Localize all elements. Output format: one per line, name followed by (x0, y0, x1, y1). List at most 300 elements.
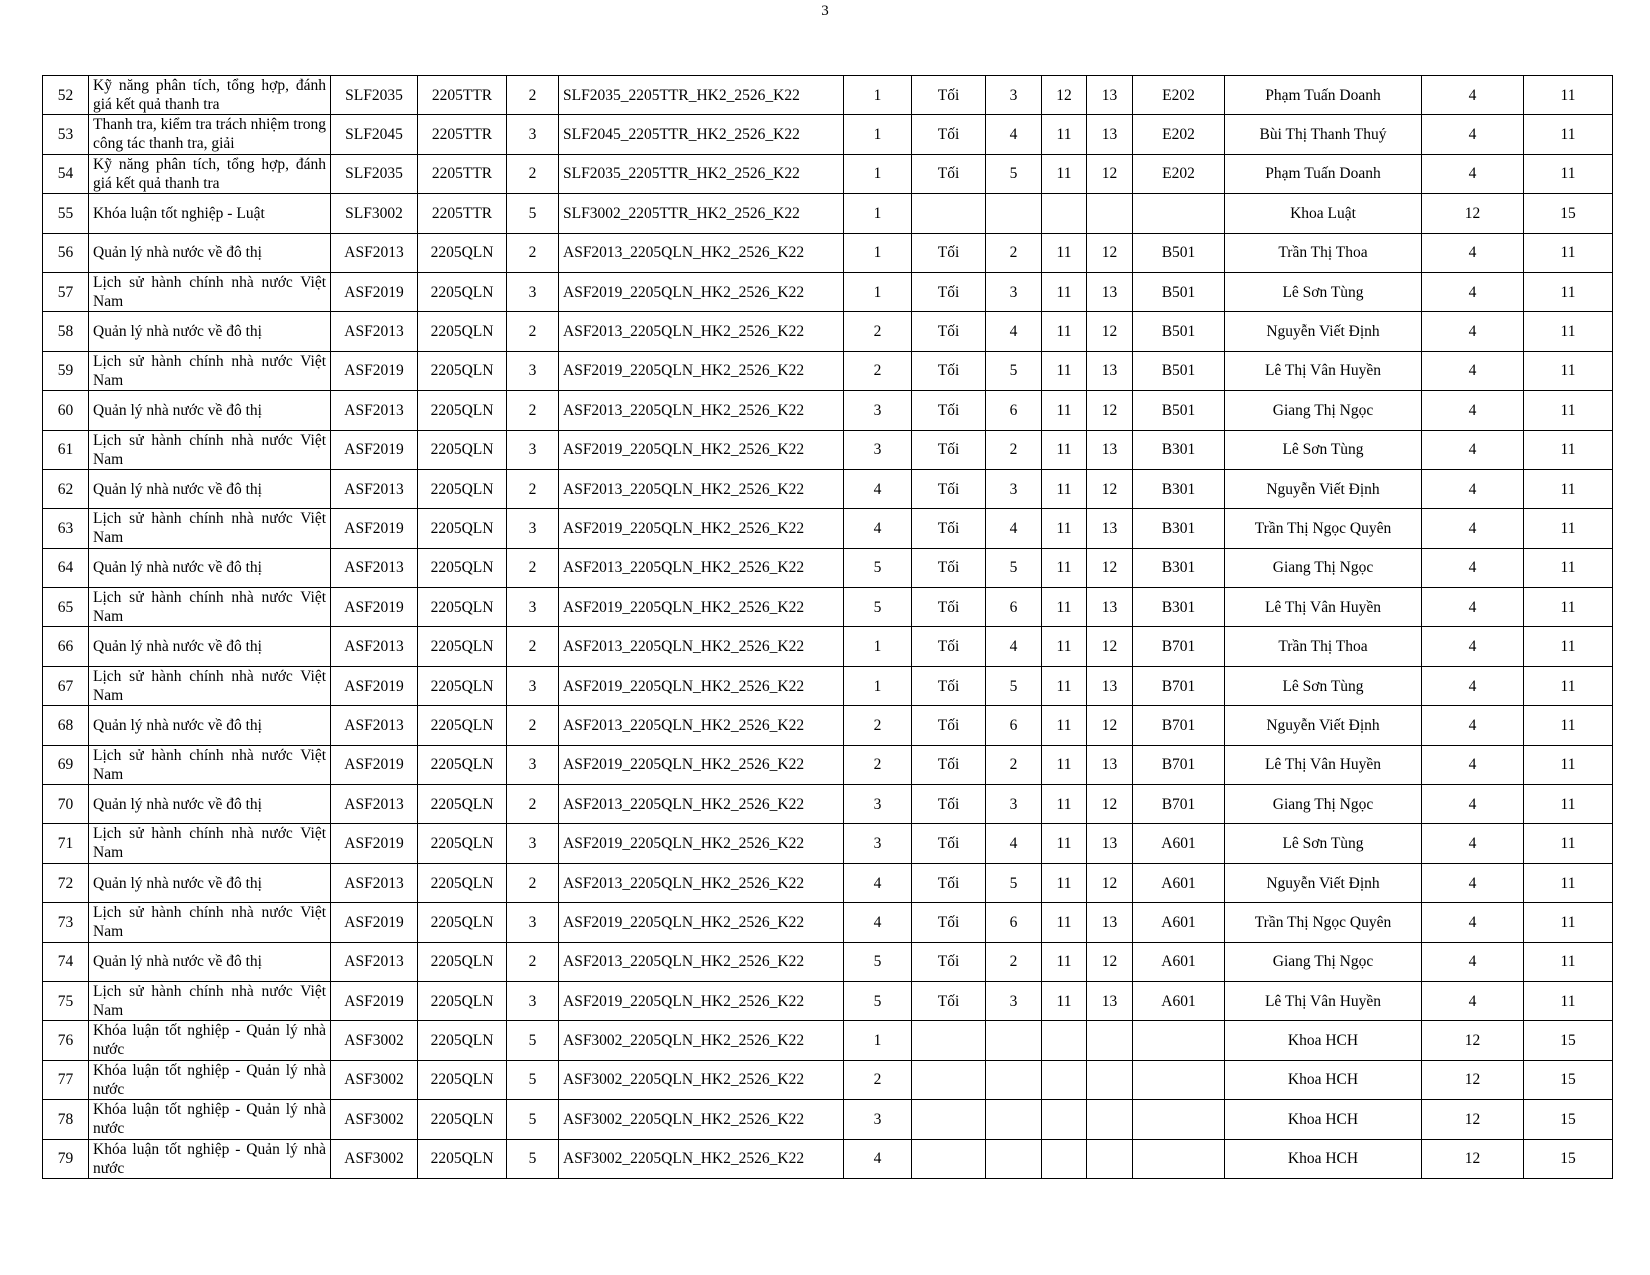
class-code-cell: 2205QLN (418, 469, 507, 508)
period-end-cell (1087, 1139, 1133, 1178)
row-number-cell: 71 (43, 824, 89, 863)
group-cell: 4 (844, 509, 912, 548)
table-row (43, 548, 1613, 587)
weekday-cell: 5 (986, 863, 1042, 902)
row-number-cell: 63 (43, 509, 89, 548)
weekday-cell: 6 (986, 706, 1042, 745)
lecturer-cell: Trần Thị Ngọc Quyên (1225, 509, 1422, 548)
room-cell: A601 (1133, 942, 1225, 981)
row-number-cell: 53 (43, 115, 89, 154)
class-code-cell: 2205QLN (418, 627, 507, 666)
row-number-cell: 76 (43, 1021, 89, 1060)
course-name-cell: Quản lý nhà nước về đô thị (89, 233, 331, 272)
course-class-code-cell: ASF2013_2205QLN_HK2_2526_K22 (559, 233, 844, 272)
course-class-code-cell: ASF3002_2205QLN_HK2_2526_K22 (559, 1100, 844, 1139)
session-cell (912, 1139, 986, 1178)
table-row (43, 1100, 1613, 1139)
lecturer-cell: Trần Thị Thoa (1225, 627, 1422, 666)
course-class-code-cell: ASF2013_2205QLN_HK2_2526_K22 (559, 785, 844, 824)
class-code-cell: 2205QLN (418, 312, 507, 351)
credits-cell: 2 (507, 391, 559, 430)
course-class-code-cell: ASF2019_2205QLN_HK2_2526_K22 (559, 509, 844, 548)
period-end-cell: 13 (1087, 272, 1133, 311)
weekday-cell: 4 (986, 627, 1042, 666)
weekday-cell: 2 (986, 942, 1042, 981)
class-code-cell: 2205QLN (418, 1060, 507, 1099)
course-code-cell: ASF3002 (331, 1100, 418, 1139)
session-cell: Tối (912, 115, 986, 154)
class-code-cell: 2205QLN (418, 351, 507, 390)
course-code-cell: ASF2019 (331, 903, 418, 942)
weekday-cell: 5 (986, 351, 1042, 390)
max-students-cell: 11 (1524, 666, 1613, 705)
lecturer-cell: Lê Sơn Tùng (1225, 666, 1422, 705)
room-cell: B701 (1133, 785, 1225, 824)
group-cell: 3 (844, 1100, 912, 1139)
period-start-cell: 11 (1042, 312, 1087, 351)
period-start-cell (1042, 1021, 1087, 1060)
session-cell (912, 1060, 986, 1099)
course-name-cell: Lịch sử hành chính nhà nước Việt Nam (89, 903, 331, 942)
room-cell: A601 (1133, 863, 1225, 902)
max-students-cell: 15 (1524, 1060, 1613, 1099)
max-students-cell: 11 (1524, 469, 1613, 508)
room-cell: B301 (1133, 430, 1225, 469)
weekday-cell: 4 (986, 115, 1042, 154)
session-cell: Tối (912, 391, 986, 430)
credits-cell: 3 (507, 509, 559, 548)
room-cell: B301 (1133, 469, 1225, 508)
group-cell: 1 (844, 154, 912, 193)
course-name-cell: Kỹ năng phân tích, tổng hợp, đánh giá kết quả thanh tra (89, 154, 331, 193)
class-code-cell: 2205QLN (418, 1100, 507, 1139)
row-number-cell: 52 (43, 76, 89, 115)
weekday-cell: 6 (986, 391, 1042, 430)
min-students-cell: 4 (1422, 509, 1524, 548)
table-row (43, 194, 1613, 233)
class-code-cell: 2205QLN (418, 903, 507, 942)
class-code-cell: 2205QLN (418, 391, 507, 430)
table-row (43, 666, 1613, 705)
min-students-cell: 4 (1422, 745, 1524, 784)
row-number-cell: 79 (43, 1139, 89, 1178)
period-end-cell: 13 (1087, 115, 1133, 154)
table-row (43, 785, 1613, 824)
room-cell: B501 (1133, 233, 1225, 272)
class-code-cell: 2205QLN (418, 706, 507, 745)
group-cell: 3 (844, 785, 912, 824)
course-name-cell: Quản lý nhà nước về đô thị (89, 863, 331, 902)
min-students-cell: 4 (1422, 469, 1524, 508)
course-name-cell: Lịch sử hành chính nhà nước Việt Nam (89, 272, 331, 311)
table-row (43, 981, 1613, 1020)
course-class-code-cell: ASF2019_2205QLN_HK2_2526_K22 (559, 588, 844, 627)
row-number-cell: 61 (43, 430, 89, 469)
course-name-cell: Quản lý nhà nước về đô thị (89, 312, 331, 351)
course-code-cell: ASF2013 (331, 312, 418, 351)
period-end-cell: 12 (1087, 706, 1133, 745)
row-number-cell: 54 (43, 154, 89, 193)
row-number-cell: 59 (43, 351, 89, 390)
period-start-cell: 11 (1042, 627, 1087, 666)
max-students-cell: 11 (1524, 430, 1613, 469)
max-students-cell: 15 (1524, 1021, 1613, 1060)
max-students-cell: 11 (1524, 391, 1613, 430)
session-cell: Tối (912, 548, 986, 587)
row-number-cell: 78 (43, 1100, 89, 1139)
lecturer-cell: Lê Sơn Tùng (1225, 430, 1422, 469)
row-number-cell: 67 (43, 666, 89, 705)
room-cell: E202 (1133, 76, 1225, 115)
max-students-cell: 11 (1524, 942, 1613, 981)
group-cell: 3 (844, 824, 912, 863)
course-name-cell: Lịch sử hành chính nhà nước Việt Nam (89, 824, 331, 863)
period-end-cell: 13 (1087, 588, 1133, 627)
group-cell: 5 (844, 548, 912, 587)
class-code-cell: 2205QLN (418, 272, 507, 311)
period-end-cell (1087, 194, 1133, 233)
course-name-cell: Lịch sử hành chính nhà nước Việt Nam (89, 351, 331, 390)
course-code-cell: SLF2045 (331, 115, 418, 154)
period-end-cell: 12 (1087, 312, 1133, 351)
period-start-cell: 11 (1042, 745, 1087, 784)
course-code-cell: ASF2013 (331, 469, 418, 508)
room-cell (1133, 1139, 1225, 1178)
class-code-cell: 2205QLN (418, 666, 507, 705)
credits-cell: 5 (507, 1139, 559, 1178)
course-code-cell: ASF2019 (331, 509, 418, 548)
table-row (43, 824, 1613, 863)
weekday-cell (986, 1100, 1042, 1139)
class-code-cell: 2205QLN (418, 824, 507, 863)
max-students-cell: 11 (1524, 509, 1613, 548)
page-number: 3 (821, 3, 829, 19)
room-cell: A601 (1133, 981, 1225, 1020)
table-row (43, 469, 1613, 508)
period-end-cell: 12 (1087, 233, 1133, 272)
credits-cell: 2 (507, 942, 559, 981)
row-number-cell: 58 (43, 312, 89, 351)
group-cell: 3 (844, 430, 912, 469)
lecturer-cell: Bùi Thị Thanh Thuý (1225, 115, 1422, 154)
min-students-cell: 4 (1422, 863, 1524, 902)
course-class-code-cell: ASF2019_2205QLN_HK2_2526_K22 (559, 903, 844, 942)
max-students-cell: 15 (1524, 194, 1613, 233)
course-name-cell: Lịch sử hành chính nhà nước Việt Nam (89, 981, 331, 1020)
lecturer-cell: Lê Thị Vân Huyền (1225, 981, 1422, 1020)
credits-cell: 5 (507, 1021, 559, 1060)
class-code-cell: 2205TTR (418, 115, 507, 154)
session-cell (912, 1021, 986, 1060)
course-name-cell: Lịch sử hành chính nhà nước Việt Nam (89, 509, 331, 548)
room-cell: B501 (1133, 351, 1225, 390)
table-row (43, 154, 1613, 193)
course-name-cell: Quản lý nhà nước về đô thị (89, 469, 331, 508)
min-students-cell: 12 (1422, 194, 1524, 233)
session-cell: Tối (912, 272, 986, 311)
min-students-cell: 4 (1422, 824, 1524, 863)
period-start-cell: 11 (1042, 666, 1087, 705)
credits-cell: 2 (507, 76, 559, 115)
weekday-cell: 5 (986, 666, 1042, 705)
credits-cell: 2 (507, 154, 559, 193)
row-number-cell: 66 (43, 627, 89, 666)
period-end-cell (1087, 1100, 1133, 1139)
course-code-cell: ASF2019 (331, 430, 418, 469)
min-students-cell: 4 (1422, 706, 1524, 745)
lecturer-cell: Lê Thị Vân Huyền (1225, 588, 1422, 627)
class-code-cell: 2205QLN (418, 785, 507, 824)
period-end-cell: 12 (1087, 154, 1133, 193)
period-end-cell: 13 (1087, 745, 1133, 784)
weekday-cell: 3 (986, 76, 1042, 115)
session-cell: Tối (912, 666, 986, 705)
room-cell: B301 (1133, 509, 1225, 548)
course-class-code-cell: ASF2019_2205QLN_HK2_2526_K22 (559, 666, 844, 705)
session-cell: Tối (912, 981, 986, 1020)
course-class-code-cell: ASF2013_2205QLN_HK2_2526_K22 (559, 863, 844, 902)
weekday-cell: 3 (986, 785, 1042, 824)
table-row (43, 351, 1613, 390)
course-class-code-cell: ASF3002_2205QLN_HK2_2526_K22 (559, 1021, 844, 1060)
group-cell: 5 (844, 588, 912, 627)
room-cell (1133, 194, 1225, 233)
weekday-cell (986, 1139, 1042, 1178)
max-students-cell: 15 (1524, 1139, 1613, 1178)
period-end-cell: 12 (1087, 942, 1133, 981)
session-cell: Tối (912, 863, 986, 902)
session-cell: Tối (912, 588, 986, 627)
weekday-cell: 5 (986, 154, 1042, 193)
session-cell: Tối (912, 351, 986, 390)
max-students-cell: 15 (1524, 1100, 1613, 1139)
table-row (43, 627, 1613, 666)
period-start-cell: 11 (1042, 981, 1087, 1020)
course-name-cell: Lịch sử hành chính nhà nước Việt Nam (89, 666, 331, 705)
row-number-cell: 64 (43, 548, 89, 587)
lecturer-cell: Khoa HCH (1225, 1100, 1422, 1139)
max-students-cell: 11 (1524, 76, 1613, 115)
min-students-cell: 4 (1422, 351, 1524, 390)
session-cell: Tối (912, 312, 986, 351)
course-name-cell: Quản lý nhà nước về đô thị (89, 706, 331, 745)
room-cell: E202 (1133, 115, 1225, 154)
course-code-cell: SLF3002 (331, 194, 418, 233)
period-start-cell (1042, 1060, 1087, 1099)
group-cell: 2 (844, 706, 912, 745)
group-cell: 4 (844, 1139, 912, 1178)
credits-cell: 3 (507, 824, 559, 863)
min-students-cell: 4 (1422, 903, 1524, 942)
credits-cell: 2 (507, 785, 559, 824)
session-cell: Tối (912, 469, 986, 508)
room-cell: B301 (1133, 588, 1225, 627)
course-class-code-cell: SLF2035_2205TTR_HK2_2526_K22 (559, 154, 844, 193)
class-code-cell: 2205TTR (418, 194, 507, 233)
course-code-cell: ASF2013 (331, 863, 418, 902)
min-students-cell: 4 (1422, 548, 1524, 587)
period-end-cell: 13 (1087, 981, 1133, 1020)
min-students-cell: 4 (1422, 588, 1524, 627)
min-students-cell: 12 (1422, 1060, 1524, 1099)
min-students-cell: 4 (1422, 115, 1524, 154)
class-code-cell: 2205QLN (418, 233, 507, 272)
weekday-cell: 3 (986, 469, 1042, 508)
period-start-cell: 11 (1042, 942, 1087, 981)
max-students-cell: 11 (1524, 706, 1613, 745)
min-students-cell: 4 (1422, 785, 1524, 824)
table-row (43, 391, 1613, 430)
group-cell: 1 (844, 76, 912, 115)
session-cell: Tối (912, 430, 986, 469)
session-cell: Tối (912, 745, 986, 784)
group-cell: 5 (844, 942, 912, 981)
row-number-cell: 56 (43, 233, 89, 272)
weekday-cell: 6 (986, 903, 1042, 942)
max-students-cell: 11 (1524, 548, 1613, 587)
weekday-cell (986, 194, 1042, 233)
period-start-cell: 11 (1042, 785, 1087, 824)
min-students-cell: 4 (1422, 76, 1524, 115)
lecturer-cell: Phạm Tuấn Doanh (1225, 154, 1422, 193)
credits-cell: 2 (507, 863, 559, 902)
credits-cell: 5 (507, 1100, 559, 1139)
period-end-cell: 13 (1087, 903, 1133, 942)
period-start-cell: 11 (1042, 706, 1087, 745)
min-students-cell: 4 (1422, 430, 1524, 469)
group-cell: 1 (844, 627, 912, 666)
credits-cell: 3 (507, 588, 559, 627)
class-code-cell: 2205QLN (418, 745, 507, 784)
row-number-cell: 55 (43, 194, 89, 233)
period-start-cell (1042, 1139, 1087, 1178)
course-name-cell: Lịch sử hành chính nhà nước Việt Nam (89, 745, 331, 784)
course-name-cell: Khóa luận tốt nghiệp - Luật (89, 194, 331, 233)
table-row (43, 272, 1613, 311)
max-students-cell: 11 (1524, 627, 1613, 666)
lecturer-cell: Giang Thị Ngọc (1225, 548, 1422, 587)
table-row (43, 76, 1613, 115)
lecturer-cell: Lê Thị Vân Huyền (1225, 351, 1422, 390)
min-students-cell: 4 (1422, 981, 1524, 1020)
class-code-cell: 2205QLN (418, 588, 507, 627)
row-number-cell: 75 (43, 981, 89, 1020)
class-code-cell: 2205QLN (418, 1021, 507, 1060)
credits-cell: 2 (507, 548, 559, 587)
course-name-cell: Quản lý nhà nước về đô thị (89, 627, 331, 666)
max-students-cell: 11 (1524, 351, 1613, 390)
row-number-cell: 57 (43, 272, 89, 311)
period-start-cell: 11 (1042, 509, 1087, 548)
max-students-cell: 11 (1524, 233, 1613, 272)
credits-cell: 3 (507, 351, 559, 390)
max-students-cell: 11 (1524, 312, 1613, 351)
course-class-code-cell: ASF2013_2205QLN_HK2_2526_K22 (559, 391, 844, 430)
group-cell: 1 (844, 272, 912, 311)
room-cell: A601 (1133, 824, 1225, 863)
min-students-cell: 4 (1422, 312, 1524, 351)
course-class-code-cell: ASF3002_2205QLN_HK2_2526_K22 (559, 1060, 844, 1099)
session-cell: Tối (912, 706, 986, 745)
group-cell: 1 (844, 233, 912, 272)
course-name-cell: Lịch sử hành chính nhà nước Việt Nam (89, 588, 331, 627)
min-students-cell: 4 (1422, 627, 1524, 666)
course-code-cell: ASF3002 (331, 1021, 418, 1060)
course-class-code-cell: ASF2019_2205QLN_HK2_2526_K22 (559, 745, 844, 784)
row-number-cell: 72 (43, 863, 89, 902)
credits-cell: 5 (507, 1060, 559, 1099)
row-number-cell: 77 (43, 1060, 89, 1099)
course-name-cell: Quản lý nhà nước về đô thị (89, 548, 331, 587)
course-code-cell: ASF2019 (331, 272, 418, 311)
row-number-cell: 60 (43, 391, 89, 430)
weekday-cell (986, 1021, 1042, 1060)
course-code-cell: ASF2013 (331, 627, 418, 666)
table-row (43, 745, 1613, 784)
table-row (43, 115, 1613, 154)
session-cell: Tối (912, 76, 986, 115)
period-end-cell: 13 (1087, 430, 1133, 469)
course-code-cell: ASF3002 (331, 1139, 418, 1178)
session-cell (912, 1100, 986, 1139)
class-code-cell: 2205TTR (418, 76, 507, 115)
lecturer-cell: Phạm Tuấn Doanh (1225, 76, 1422, 115)
credits-cell: 2 (507, 233, 559, 272)
group-cell: 2 (844, 1060, 912, 1099)
course-code-cell: SLF2035 (331, 76, 418, 115)
course-name-cell: Khóa luận tốt nghiệp - Quản lý nhà nước (89, 1139, 331, 1178)
session-cell: Tối (912, 627, 986, 666)
period-start-cell: 11 (1042, 154, 1087, 193)
course-name-cell: Quản lý nhà nước về đô thị (89, 391, 331, 430)
group-cell: 1 (844, 666, 912, 705)
lecturer-cell: Giang Thị Ngọc (1225, 942, 1422, 981)
lecturer-cell: Nguyễn Viết Định (1225, 706, 1422, 745)
course-name-cell: Khóa luận tốt nghiệp - Quản lý nhà nước (89, 1100, 331, 1139)
course-class-code-cell: SLF3002_2205TTR_HK2_2526_K22 (559, 194, 844, 233)
period-start-cell: 11 (1042, 588, 1087, 627)
course-code-cell: ASF2019 (331, 824, 418, 863)
course-code-cell: ASF2019 (331, 981, 418, 1020)
max-students-cell: 11 (1524, 824, 1613, 863)
course-class-code-cell: ASF2013_2205QLN_HK2_2526_K22 (559, 312, 844, 351)
table-row (43, 509, 1613, 548)
row-number-cell: 62 (43, 469, 89, 508)
table-row (43, 588, 1613, 627)
weekday-cell: 4 (986, 312, 1042, 351)
course-class-code-cell: SLF2045_2205TTR_HK2_2526_K22 (559, 115, 844, 154)
group-cell: 2 (844, 351, 912, 390)
min-students-cell: 4 (1422, 272, 1524, 311)
table-row (43, 706, 1613, 745)
lecturer-cell: Trần Thị Thoa (1225, 233, 1422, 272)
room-cell: B701 (1133, 627, 1225, 666)
row-number-cell: 74 (43, 942, 89, 981)
period-start-cell (1042, 194, 1087, 233)
class-code-cell: 2205QLN (418, 1139, 507, 1178)
class-code-cell: 2205QLN (418, 863, 507, 902)
schedule-body (43, 76, 1613, 1179)
credits-cell: 3 (507, 745, 559, 784)
class-code-cell: 2205QLN (418, 548, 507, 587)
table-row (43, 1060, 1613, 1099)
course-name-cell: Khóa luận tốt nghiệp - Quản lý nhà nước (89, 1021, 331, 1060)
min-students-cell: 4 (1422, 154, 1524, 193)
course-code-cell: ASF2019 (331, 588, 418, 627)
course-class-code-cell: SLF2035_2205TTR_HK2_2526_K22 (559, 76, 844, 115)
period-end-cell: 12 (1087, 785, 1133, 824)
lecturer-cell: Khoa HCH (1225, 1139, 1422, 1178)
